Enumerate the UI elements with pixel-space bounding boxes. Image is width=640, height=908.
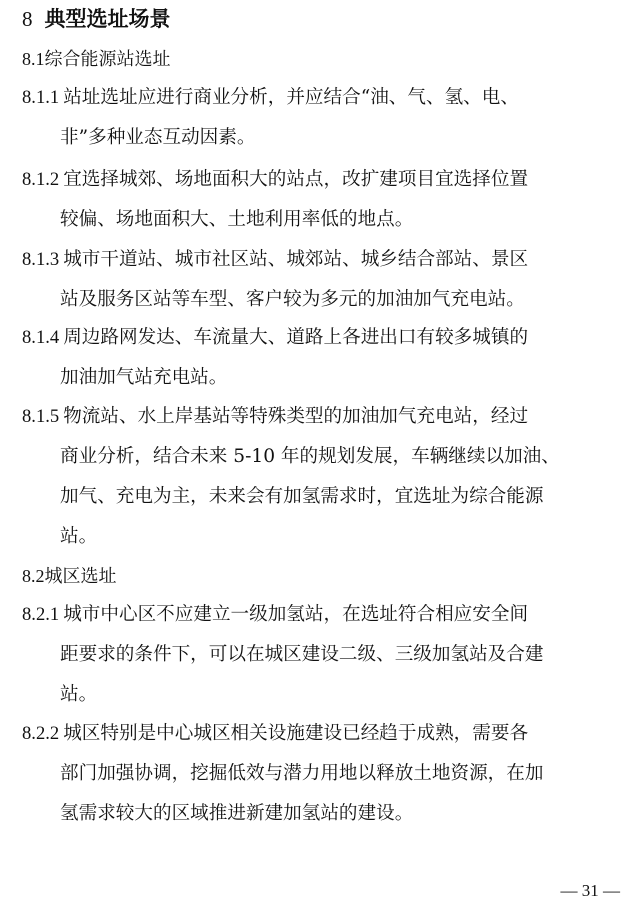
clause-text: 宜选择城郊、场地面积大的站点，改扩建项目宜选择位置 bbox=[63, 169, 529, 190]
chapter-number: 8 bbox=[22, 7, 33, 31]
section-heading-8-2 bbox=[22, 562, 117, 591]
clause-text: 站。 bbox=[60, 684, 98, 705]
clause-number: 8.1.2 bbox=[22, 169, 60, 190]
clause-text: 加气、充电为主，未来会有加氢需求时，宜选址为综合能源 bbox=[60, 486, 544, 507]
clause-first-line bbox=[22, 595, 628, 635]
clause-8-1-5 bbox=[22, 397, 628, 557]
section-title: 城区选址 bbox=[44, 566, 117, 587]
clause-number: 8.2.2 bbox=[22, 723, 60, 744]
chapter-title: 典型选址场景 bbox=[44, 7, 171, 31]
clause-text: 部门加强协调，挖掘低效与潜力用地以释放土地资源，在加 bbox=[60, 763, 544, 784]
clause-text: 距要求的条件下，可以在城区建设二级、三级加氢站及合建 bbox=[60, 644, 544, 665]
clause-text: 商业分析，结合未来 5-10 年的规划发展，车辆继续以加油、 bbox=[60, 446, 560, 467]
clause-first-line bbox=[22, 240, 628, 280]
clause-text: 站。 bbox=[60, 526, 98, 547]
clause-number: 8.2.1 bbox=[22, 604, 60, 625]
clause-first-line bbox=[22, 160, 628, 200]
clause-first-line bbox=[22, 714, 628, 754]
clause-first-line bbox=[22, 78, 628, 118]
clause-text: 加油加气站充电站。 bbox=[60, 367, 228, 388]
clause-number: 8.1.3 bbox=[22, 249, 60, 270]
clause-first-line bbox=[22, 397, 628, 437]
section-heading-8-1 bbox=[22, 45, 171, 74]
clause-8-1-2 bbox=[22, 160, 628, 240]
clause-8-1-4 bbox=[22, 318, 628, 398]
clause-text: 物流站、水上岸基站等特殊类型的加油加气充电站，经过 bbox=[63, 406, 529, 427]
clause-text: 较偏、场地面积大、土地利用率低的地点。 bbox=[60, 209, 414, 230]
clause-first-line bbox=[22, 318, 628, 358]
clause-number: 8.1.4 bbox=[22, 327, 60, 348]
clause-number: 8.1.1 bbox=[22, 87, 60, 108]
clause-8-1-1 bbox=[22, 78, 628, 158]
section-title: 综合能源站选址 bbox=[44, 49, 171, 70]
clause-text: 站及服务区站等车型、客户较为多元的加油加气充电站。 bbox=[60, 289, 525, 310]
clause-text: 周边路网发达、车流量大、道路上各进出口有较多城镇的 bbox=[63, 327, 529, 348]
clause-text: 站址选址应进行商业分析，并应结合“油、气、氢、电、 bbox=[63, 87, 519, 108]
chapter-heading bbox=[22, 4, 171, 34]
clause-text: 城市中心区不应建立一级加氢站，在选址符合相应安全间 bbox=[63, 604, 529, 625]
clause-text: 城区特别是中心城区相关设施建设已经趋于成熟，需要各 bbox=[63, 723, 529, 744]
section-number: 8.1 bbox=[22, 49, 45, 69]
clause-8-2-1 bbox=[22, 595, 628, 715]
clause-8-1-3 bbox=[22, 240, 628, 320]
clause-8-2-2 bbox=[22, 714, 628, 834]
section-number: 8.2 bbox=[22, 566, 45, 586]
clause-text: 氢需求较大的区域推进新建加氢站的建设。 bbox=[60, 803, 414, 824]
clause-text: 非”多种业态互动因素。 bbox=[60, 127, 256, 148]
clause-number: 8.1.5 bbox=[22, 406, 60, 427]
clause-text: 城市干道站、城市社区站、城郊站、城乡结合部站、景区 bbox=[63, 249, 529, 270]
page-number: — 31 — bbox=[560, 881, 620, 900]
